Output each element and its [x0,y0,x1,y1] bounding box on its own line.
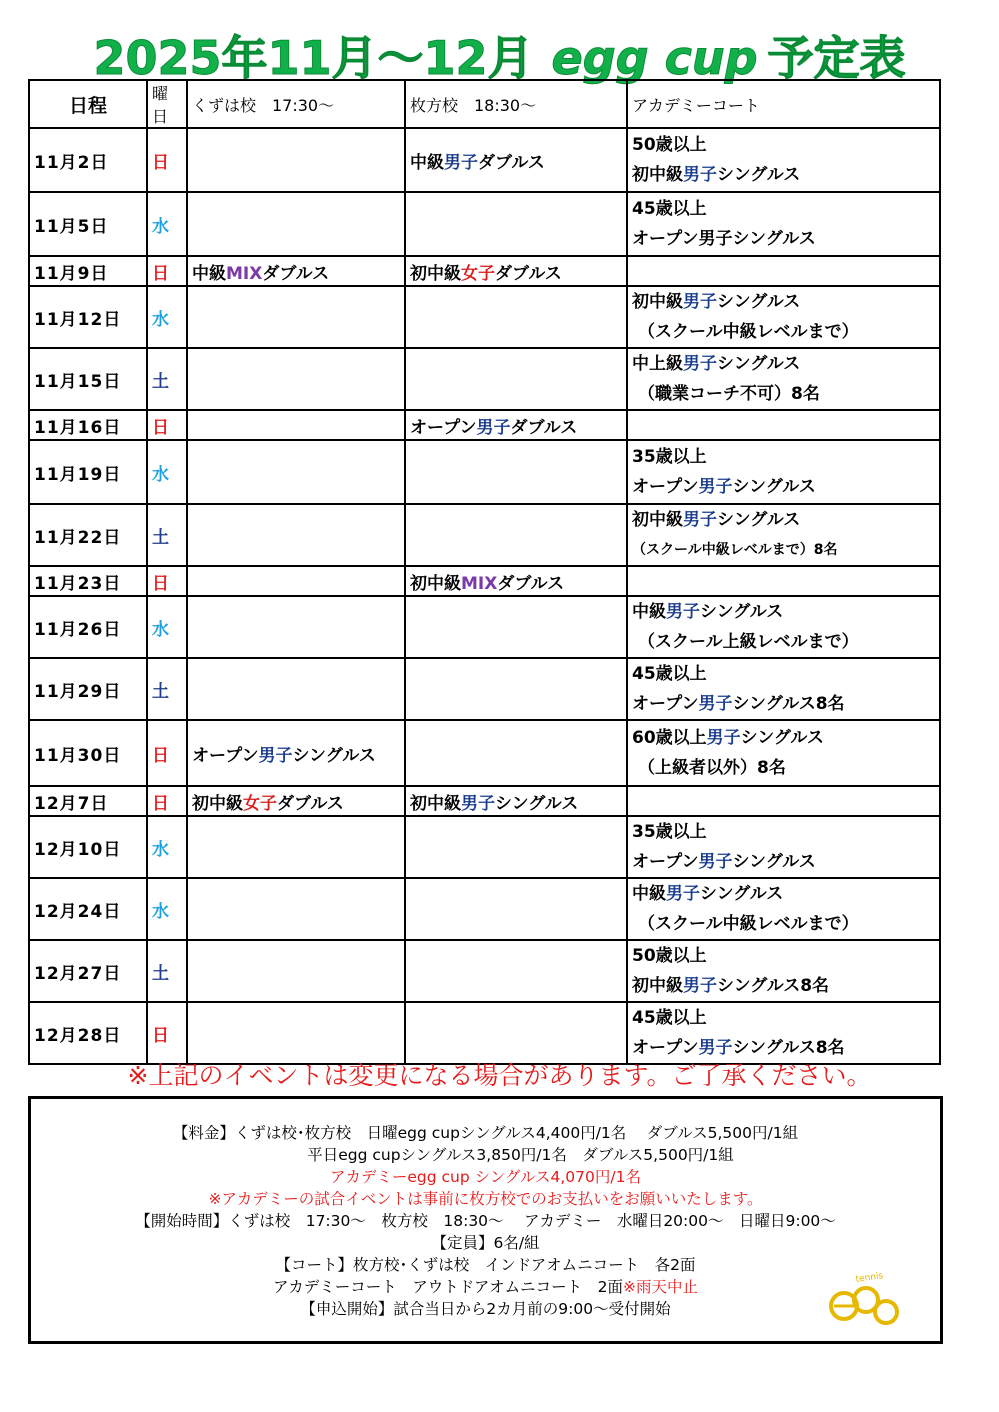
info-application-start: 【申込開始】試合当日から2カ月前の9:00～受付開始 [300,1300,671,1318]
cell-hirakata [405,720,627,786]
event-type: ダブルス [478,152,545,173]
event-type: シングルス [732,229,816,249]
event-level: 初中級 [632,510,683,530]
row-day: 土 [147,504,187,566]
info-start-time: 【開始時間】くずは校 17:30～ 枚方校 18:30～ アカデミー 水曜日20:00～ 日曜日9:00～ [135,1212,836,1230]
event-gender: 男子 [698,852,733,872]
info-court: 【コート】枚方校･くずは校 インドアオムニコート 各2面 [275,1256,696,1274]
cell-hirakata [405,786,627,816]
table-row [29,596,940,658]
row-day: 水 [147,440,187,504]
row-day: 日 [147,1002,187,1064]
cell-academy [627,440,940,504]
info-academy-fee-line: アカデミーegg cup シングルス4,070円/1名 [330,1168,641,1186]
cell-academy [627,256,940,286]
event-type: シングルス [292,745,376,766]
cell-hirakata [405,192,627,256]
event-gender: 女子 [461,263,495,284]
event-gender: MIX [226,263,263,284]
event-level: 中上級 [632,354,683,374]
row-day: 水 [147,192,187,256]
event-gender: 男子 [698,694,733,714]
row-date: 11月5日 [29,192,147,256]
event-gender: 男子 [683,976,717,996]
table-row [29,410,940,440]
info-fee-line: 【料金】くずは校･枚方校 日曜egg cupシングルス4,400円/1名 ダブルス5,500円/1組 [172,1124,799,1142]
cell-academy [627,128,940,192]
cell-hirakata [405,816,627,878]
event-gender: 男子 [683,165,717,185]
event-gender: 男子 [444,152,478,173]
cell-kuzuha [187,286,405,348]
row-day: 土 [147,348,187,410]
row-date: 11月9日 [29,256,147,286]
info-capacity: 【定員】6名/組 [431,1234,540,1252]
cell-academy [627,566,940,596]
event-gender: 男子 [698,477,733,497]
cell-academy [627,348,940,410]
event-condition: （スクール中級レベルまで）8名 [632,542,838,558]
event-age: 60歳以上 [632,728,707,748]
event-gender: 男子 [698,229,733,249]
cell-hirakata [405,566,627,596]
table-row [29,786,940,816]
cell-academy [627,786,940,816]
table-row [29,658,940,720]
row-date: 11月12日 [29,286,147,348]
event-condition: （上級者以外）8名 [638,758,786,778]
cell-hirakata [405,410,627,440]
event-level: 初中級 [410,793,461,814]
change-notice: ※上記のイベントは変更になる場合があります。ご了承ください。 [127,1061,872,1090]
table-row [29,128,940,192]
event-level: 初中級 [192,793,243,814]
row-day: 日 [147,786,187,816]
event-level: オープン [410,417,477,438]
header-kuzuha: くずは校 17:30～ [187,80,405,128]
row-date: 12月28日 [29,1002,147,1064]
cell-hirakata [405,658,627,720]
cell-kuzuha [187,786,405,816]
table-row [29,440,940,504]
row-day: 日 [147,566,187,596]
cell-academy [627,658,940,720]
row-date: 11月19日 [29,440,147,504]
row-date: 11月16日 [29,410,147,440]
info-weekday-fee-line: 平日egg cupシングルス3,850円/1名 ダブルス5,500円/1組 [307,1146,734,1164]
event-type: シングルス [717,165,801,185]
event-type: シングルス [700,884,784,904]
cell-kuzuha [187,256,405,286]
cell-kuzuha [187,566,405,596]
header-date: 日程 [29,80,147,128]
cell-kuzuha [187,940,405,1002]
info-box [28,1096,943,1344]
event-condition: （スクール上級レベルまで） [638,632,859,652]
cell-academy [627,1002,940,1064]
event-gender: MIX [461,573,498,594]
event-capacity: 8名 [800,976,830,996]
title-egg-cup: egg cup [551,31,758,85]
event-type: シングルス [732,694,816,714]
event-level: 中級 [192,263,226,284]
event-gender: 男子 [698,1038,733,1058]
row-day: 日 [147,410,187,440]
row-date: 11月22日 [29,504,147,566]
cell-hirakata [405,940,627,1002]
table-row [29,940,940,1002]
row-date: 12月7日 [29,786,147,816]
event-type: シングルス [732,1038,816,1058]
event-level: 中級 [410,152,444,173]
cell-academy [627,410,940,440]
event-level: 初中級 [632,165,683,185]
table-row [29,720,940,786]
info-payment-note: ※アカデミーの試合イベントは事前に枚方校でのお支払いをお願いいたします。 [208,1190,763,1208]
event-age: 45歳以上 [632,199,707,219]
title-year-month: 2025年11月～12月 [93,31,534,85]
cell-hirakata [405,1002,627,1064]
cell-kuzuha [187,192,405,256]
event-condition: （職業コーチ不可）8名 [638,384,820,404]
cell-hirakata [405,286,627,348]
event-type: ダブルス [262,263,330,284]
header-academy: アカデミーコート [627,80,940,128]
cell-hirakata [405,878,627,940]
svg-text:tennis: tennis [855,1271,884,1285]
row-date: 11月29日 [29,658,147,720]
table-row [29,256,940,286]
table-header-row [29,80,940,128]
event-age: 35歳以上 [632,447,707,467]
event-type: シングルス [700,602,784,622]
info-academy-court [31,1275,940,1297]
event-level: 初中級 [632,976,683,996]
row-day: 日 [147,128,187,192]
info-rain-cancel: ※雨天中止 [623,1278,699,1296]
event-type: シングルス [717,354,801,374]
header-day: 曜日 [147,80,187,128]
row-day: 日 [147,256,187,286]
cell-hirakata [405,256,627,286]
row-date: 11月30日 [29,720,147,786]
event-type: ダブルス [497,573,565,594]
row-day: 水 [147,596,187,658]
row-day: 水 [147,286,187,348]
event-age: 50歳以上 [632,135,707,155]
cell-academy [627,720,940,786]
table-row [29,192,940,256]
cell-academy [627,504,940,566]
event-gender: 男子 [666,602,700,622]
event-level: オープン [632,229,699,249]
table-row [29,286,940,348]
event-type: シングルス [732,477,816,497]
event-level: オープン [632,694,699,714]
row-date: 12月24日 [29,878,147,940]
event-gender: 男子 [461,793,495,814]
event-type: シングルス [495,793,579,814]
event-age: 45歳以上 [632,1008,707,1028]
cell-academy [627,286,940,348]
event-gender: 女子 [243,793,277,814]
row-date: 11月23日 [29,566,147,596]
event-gender: 男子 [683,510,717,530]
table-row [29,816,940,878]
cell-kuzuha [187,410,405,440]
event-level: 中級 [632,602,666,622]
event-level: オープン [632,477,699,497]
event-level: オープン [632,1038,699,1058]
event-age: 35歳以上 [632,822,707,842]
cell-kuzuha [187,440,405,504]
event-type: ダブルス [510,417,578,438]
event-condition: （スクール中級レベルまで） [638,914,859,934]
cell-kuzuha [187,596,405,658]
cell-academy [627,816,940,878]
event-type: シングルス [717,976,801,996]
table-row [29,348,940,410]
cell-kuzuha [187,720,405,786]
row-date: 11月15日 [29,348,147,410]
event-level: 初中級 [632,292,683,312]
event-gender: 男子 [476,417,511,438]
cell-academy [627,878,940,940]
table-row [29,504,940,566]
row-date: 12月27日 [29,940,147,1002]
row-day: 水 [147,878,187,940]
table-row [29,566,940,596]
event-level: オープン [632,852,699,872]
event-gender: 男子 [258,745,293,766]
event-capacity: 8名 [815,694,845,714]
event-level: オープン [192,745,259,766]
cell-kuzuha [187,1002,405,1064]
row-date: 12月10日 [29,816,147,878]
event-type: シングルス [717,292,801,312]
info-academy-court-text: アカデミーコート アウトドアオムニコート 2面 [272,1278,624,1296]
cell-hirakata [405,504,627,566]
cell-academy [627,192,940,256]
event-type: シングルス [717,510,801,530]
event-level: 初中級 [410,263,461,284]
event-type: シングルス [732,852,816,872]
schedule-table [28,79,941,1065]
row-day: 土 [147,658,187,720]
cell-hirakata [405,128,627,192]
event-condition: （スクール中級レベルまで） [638,322,859,342]
title-suffix: 予定表 [767,31,906,85]
event-age: 50歳以上 [632,946,707,966]
event-age: 45歳以上 [632,664,707,684]
cell-kuzuha [187,658,405,720]
row-date: 11月26日 [29,596,147,658]
cell-hirakata [405,596,627,658]
event-gender: 男子 [683,292,717,312]
row-date: 11月2日 [29,128,147,192]
cell-kuzuha [187,504,405,566]
row-day: 日 [147,720,187,786]
cell-academy [627,940,940,1002]
event-gender: 男子 [706,728,741,748]
cell-hirakata [405,348,627,410]
row-day: 水 [147,816,187,878]
event-type: シングルス [740,728,824,748]
cell-kuzuha [187,348,405,410]
event-gender: 男子 [683,354,717,374]
event-gender: 男子 [666,884,700,904]
cell-kuzuha [187,128,405,192]
cell-kuzuha [187,878,405,940]
event-level: 初中級 [410,573,461,594]
cell-hirakata [405,440,627,504]
cell-academy [627,596,940,658]
cell-kuzuha [187,816,405,878]
event-type: ダブルス [277,793,344,814]
row-day: 土 [147,940,187,1002]
egg-tennis-logo [826,1270,906,1330]
header-hirakata: 枚方校 18:30～ [405,80,627,128]
event-capacity: 8名 [815,1038,845,1058]
event-type: ダブルス [495,263,562,284]
event-level: 中級 [632,884,666,904]
table-row [29,878,940,940]
table-row [29,1002,940,1064]
